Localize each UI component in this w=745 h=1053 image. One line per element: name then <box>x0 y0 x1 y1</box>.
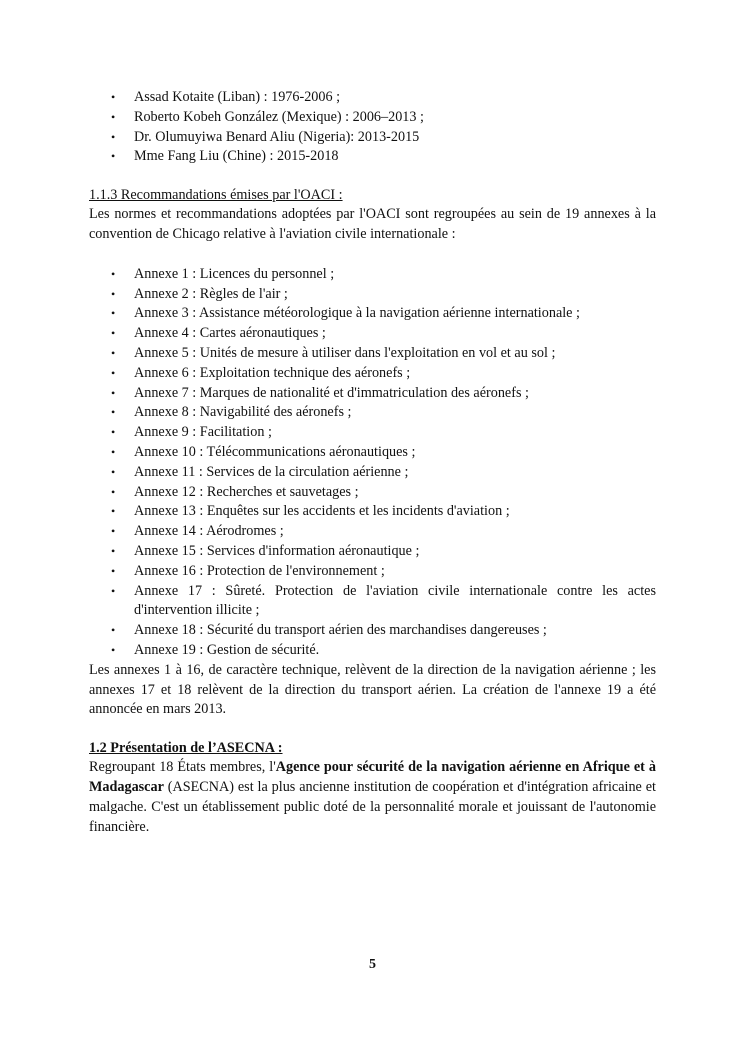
president-list-item-text: Mme Fang Liu (Chine) : 2015-2018 <box>134 148 339 165</box>
section-heading-1-2: 1.2 Présentation de l’ASECNA : <box>89 740 283 757</box>
annex-list-item <box>89 463 656 483</box>
annex-list-item-text: Annexe 15 : Services d'information aéronautique ; <box>134 542 420 559</box>
bullet-icon: • <box>111 484 116 499</box>
asecna-paragraph <box>89 758 656 837</box>
annex-list-item <box>89 304 656 324</box>
president-list-item-text: Dr. Olumuyiwa Benard Aliu (Nigeria): 2013-2015 <box>134 128 420 145</box>
annex-list-item-text: Annexe 18 : Sécurité du transport aérien des marchandises dangereuses ; <box>134 622 547 639</box>
annex-list-item <box>89 285 656 305</box>
annex-list-item-text: Annexe 11 : Services de la circulation aérienne ; <box>134 463 409 480</box>
bullet-icon: • <box>111 365 116 380</box>
annex-list-item-text: Annexe 12 : Recherches et sauvetages ; <box>134 483 359 500</box>
annex-list-item <box>89 384 656 404</box>
annex-list-item-text: Annexe 7 : Marques de nationalité et d'immatriculation des aéronefs ; <box>134 384 529 401</box>
bullet-icon: • <box>111 464 116 479</box>
annex-list-item <box>89 423 656 443</box>
bullet-icon: • <box>111 563 116 578</box>
bullet-icon: • <box>111 345 116 360</box>
president-list-item <box>89 88 656 108</box>
annexes-intro-paragraph: Les normes et recommandations adoptées par l'OACI sont regroupées au sein de 19 annexes à la convention de Chicago relative à l'aviation civile internationale : <box>89 206 656 242</box>
annex-list-item-text: Annexe 8 : Navigabilité des aéronefs ; <box>134 404 352 421</box>
annex-list-item-text: Annexe 5 : Unités de mesure à utiliser dans l'exploitation en vol et au sol ; <box>134 344 556 361</box>
bullet-icon: • <box>111 306 116 321</box>
annex-list-item <box>89 502 656 522</box>
annex-list-item <box>89 265 656 285</box>
annex-list-item <box>89 483 656 503</box>
bullet-icon: • <box>111 425 116 440</box>
bullet-icon: • <box>111 642 116 657</box>
bullet-icon: • <box>111 524 116 539</box>
annex-list-item-text: Annexe 6 : Exploitation technique des aéronefs ; <box>134 364 411 381</box>
bullet-icon: • <box>111 405 116 420</box>
annex-list-item-text: Annexe 13 : Enquêtes sur les accidents et les incidents d'aviation ; <box>134 503 510 520</box>
annex-list-item-text: Annexe 16 : Protection de l'environnement ; <box>134 562 385 579</box>
agency-full-name: Agence pour sécurité de la navigation aérienne en Afrique et à Madagascar <box>89 759 656 795</box>
section-heading-1-1-3: 1.1.3 Recommandations émises par l'OACI : <box>89 187 343 204</box>
bullet-icon: • <box>111 543 116 558</box>
annex-list-item-text: Annexe 1 : Licences du personnel ; <box>134 265 335 282</box>
president-list-item <box>89 128 656 148</box>
annex-list-item-text: Annexe 10 : Télécommunications aéronautiques ; <box>134 443 416 460</box>
annex-list-item <box>89 582 656 622</box>
president-list-item <box>89 147 656 167</box>
president-list-item <box>89 108 656 128</box>
annex-list-item <box>89 542 656 562</box>
bullet-icon: • <box>111 444 116 459</box>
annex-list-item <box>89 562 656 582</box>
annexes-conclusion-paragraph: Les annexes 1 à 16, de caractère technique, relèvent de la direction de la navigation aérienne ; les annexes 17 et 18 relèvent de la direction du transport aérien. La création de l'annexe 19 a été annoncée en mars 2013. <box>89 661 656 718</box>
annex-list-item <box>89 621 656 641</box>
bullet-icon: • <box>111 129 116 144</box>
bullet-icon: • <box>111 109 116 124</box>
bullet-icon: • <box>111 385 116 400</box>
annex-list-item <box>89 364 656 384</box>
annex-list-item <box>89 403 656 423</box>
bullet-icon: • <box>111 504 116 519</box>
president-list-item-text: Assad Kotaite (Liban) : 1976-2006 ; <box>134 89 341 105</box>
page-number: 5 <box>369 957 376 972</box>
annex-list-item <box>89 522 656 542</box>
bullet-icon: • <box>111 286 116 301</box>
asecna-paragraph-start: Regroupant 18 États membres, l' <box>89 759 276 776</box>
annex-list-item-text: Annexe 3 : Assistance météorologique à la navigation aérienne internationale ; <box>134 305 580 322</box>
annexes-list <box>89 265 656 661</box>
bullet-icon: • <box>111 623 116 638</box>
document-page <box>89 88 656 837</box>
annex-list-item <box>89 344 656 364</box>
bullet-icon: • <box>111 326 116 341</box>
bullet-icon: • <box>111 583 116 598</box>
bullet-icon: • <box>111 90 116 104</box>
annex-list-item-text: Annexe 4 : Cartes aéronautiques ; <box>134 325 326 342</box>
annex-list-item <box>89 443 656 463</box>
president-list-item-text: Roberto Kobeh González (Mexique) : 2006–2013 ; <box>134 108 424 125</box>
annex-list-item-text: Annexe 9 : Facilitation ; <box>134 424 272 441</box>
annex-list-item <box>89 324 656 344</box>
annex-list-item-text: Annexe 14 : Aérodromes ; <box>134 523 284 540</box>
bullet-icon: • <box>111 266 116 281</box>
annex-list-item <box>89 641 656 661</box>
annex-list-item-text: Annexe 2 : Règles de l'air ; <box>134 285 288 302</box>
presidents-list <box>89 88 656 167</box>
annex-list-item-text: Annexe 19 : Gestion de sécurité. <box>134 641 320 658</box>
asecna-paragraph-end: (ASECNA) est la plus ancienne institution de coopération et d'intégration africaine et malgache. C'est un établissement public doté de la personnalité morale et jouissant de l'autonomie financière. <box>89 778 656 835</box>
annex-list-item-text: Annexe 17 : Sûreté. Protection de l'aviation civile internationale contre les actes d'intervention illicite ; <box>134 582 656 619</box>
bullet-icon: • <box>111 149 116 164</box>
